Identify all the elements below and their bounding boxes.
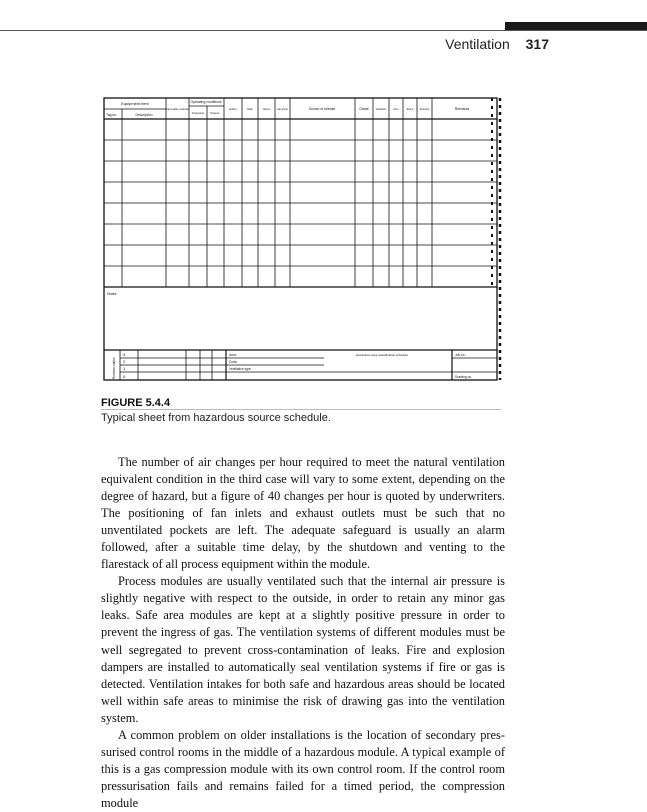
hdr-gas-group: Gas group [277,109,288,111]
paragraph: Process modules are usually ventilated such that the internal air pressure is slightly negative with respect to the outside, in order to retain any minor gas leaks. Safe area modules are kept at a slightly positive pressure in order to prevent the ingress of gas. The ventilation systems of different modules must be well segregated to prevent cross-contamination of leaks. Fire and explosion dampers are installed to automatically seal ventilation systems if fire or gas is detected. Ventilation intakes for both safe and hazardous areas should be located well within safe areas to minimise the risk of drawing gas into the ventilation system. [101,574,505,725]
rev-2: 2 [123,359,126,364]
hdr-ignition: Ignition [229,109,237,111]
paragraph: A common problem on older installations is the location of secondary pres-surised control rooms in the middle of a hazardous module. A typical example of this is a gas compression module with its own control room. If the control room pressurisation fails and remains failed for a timed period, the compression module [101,727,505,810]
hdr-tag-no: Tag no. [106,113,118,117]
area-label: Area: [229,353,237,357]
rev-1: 1 [123,366,126,371]
hdr-zone: Zone [393,109,399,111]
figure-number: FIGURE 5.4.4 [101,397,171,409]
section-title: Ventilation [445,36,510,52]
header-rule [0,30,647,31]
hdr-description: Description [135,113,153,117]
drawing-no-label: Drawing no. [455,375,473,379]
hdr-flammable-material: Flammable material [165,108,189,111]
hdr-flash: Flash [247,109,253,111]
hdr-remarks: Remarks [454,107,470,111]
running-header [445,36,549,52]
body-text [101,454,505,812]
hdr-source-of-release: Source of release [308,107,336,111]
ventilation-type-label: Ventilation type: [229,367,252,371]
hdr-operating-conditions: Operating conditions [190,100,222,104]
figure-caption: Typical sheet from hazardous source schedule. [101,412,331,424]
hdr-pressure: Pressure [210,113,220,115]
hdr-ventilation: Ventilation [375,109,387,111]
caption-rule [101,409,501,410]
schedule-title: Hazardous area classification schedule [355,353,409,357]
hdr-temperature: Temperature [191,113,205,115]
rev-0: 0 [123,374,126,379]
paragraph: The number of air changes per hour required to meet the natural ventilation equivalent condition in the third case will vary to some extent, depending on the degree of hazard, but a figure of 40 changes per hour is quoted by underwriters. The positioning of fan inlets and exhaust outlets must be such that no unventilated pockets are left. The adequate safeguard is usually an alarm followed, after a suitable time delay, by the shutdown and venting to the flarestack of all process equipment within the module. [101,455,505,572]
schedule-sheet-figure [92,92,502,388]
page-number: 317 [525,36,549,52]
revision-status-label: Revision status [112,357,116,379]
hdr-col-remarks-small: Remarks [419,109,430,111]
hdr-grade: Grade [359,107,369,111]
hdr-equipment-item: Equipment item [121,101,149,106]
notes-label: Notes [107,292,117,296]
hdr-vapour: Vapour [262,109,271,111]
hdr-extent: Extent [406,109,414,111]
code-label: Code: [229,360,238,364]
job-no-label: Job no. [455,353,466,357]
rev-3: 3 [123,352,126,357]
